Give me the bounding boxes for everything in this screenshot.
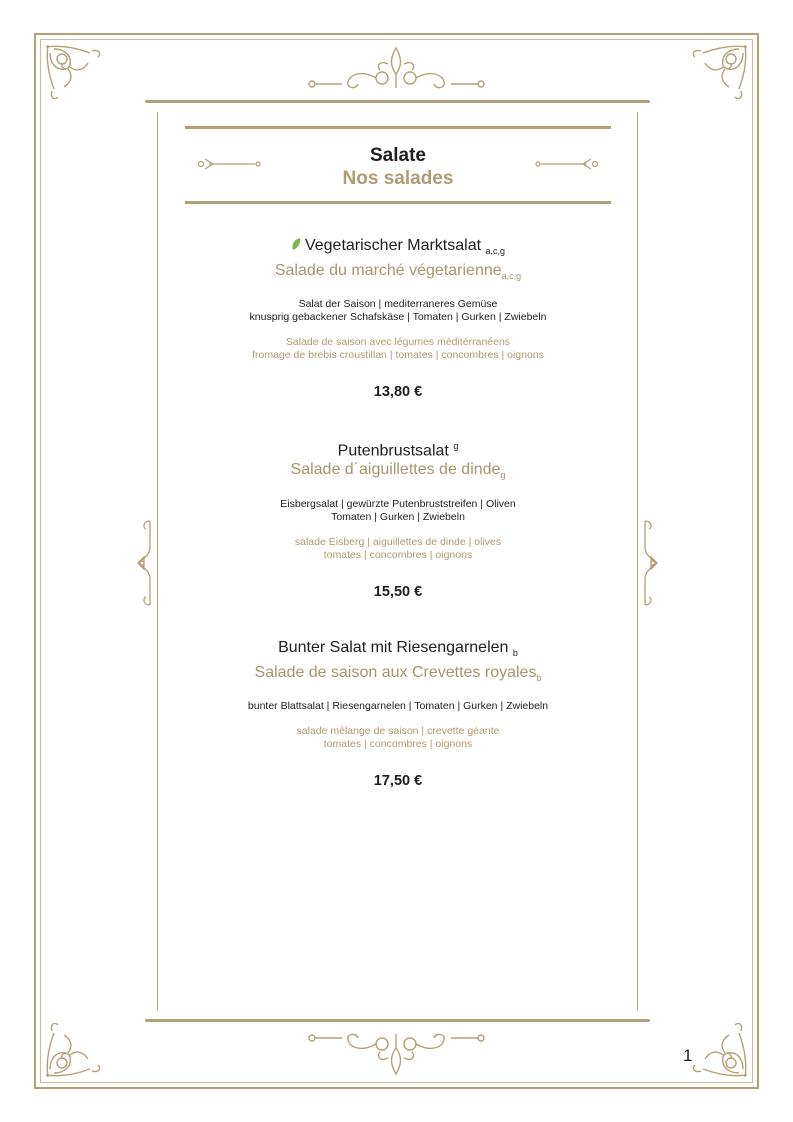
- item-title-fr: [185, 460, 611, 485]
- item-price: 13,80 €: [373, 384, 423, 401]
- item-allergens-de: a,c,g: [485, 246, 506, 257]
- description-line: tomates | concombres | oignons: [323, 548, 473, 561]
- item-allergens-fr: a,c,g: [501, 271, 522, 282]
- bottom-panel-bar: [145, 1019, 650, 1022]
- description-line: Tomaten | Gurken | Zwiebeln: [331, 510, 465, 523]
- description-line: salade Eisberg | aiguillettes de dinde | olives: [294, 535, 502, 548]
- description-line: salade mélange de saison | crevette géante: [296, 725, 500, 738]
- description-line: Salat der Saison | mediterraneres Gemüse: [298, 298, 498, 311]
- corner-ornament-top-right: [683, 39, 753, 99]
- item-description-de: [185, 498, 611, 524]
- description-line: bunter Blattsalat | Riesengarnelen | Tomaten | Gurken | Zwiebeln: [247, 700, 549, 713]
- item-description-de: [185, 298, 611, 324]
- menu-item: [185, 437, 611, 600]
- item-price: 15,50 €: [373, 583, 423, 600]
- item-name-de: Putenbrustsalat: [337, 442, 449, 460]
- description-line: knusprig gebackener Schafskäse | Tomaten | Gurken | Zwiebeln: [249, 311, 547, 324]
- top-panel-bar: [145, 100, 650, 103]
- page-number: 1: [683, 1046, 693, 1065]
- description-line: tomates | concombres | oignons: [323, 738, 473, 751]
- item-description-fr: [185, 725, 611, 751]
- description-line: fromage de brebis croustillan | tomates | concombres | oignons: [252, 349, 544, 362]
- menu-item: [185, 638, 611, 789]
- header-arrow-right-icon: [535, 157, 599, 171]
- leaf-icon: [291, 237, 301, 251]
- item-name-fr: Salade de saison aux Crevettes royales: [254, 664, 537, 682]
- item-description-fr: [185, 536, 611, 562]
- top-center-ornament: [290, 44, 503, 96]
- item-title-de: [185, 236, 611, 261]
- item-allergens-fr: b: [536, 673, 542, 684]
- section-title: Salate: [370, 145, 426, 166]
- panel-right-line: [637, 112, 638, 1010]
- header-block: [185, 129, 611, 201]
- right-side-ornament: [639, 517, 661, 609]
- description-line: Salade de saison avec légumes méditérranéens: [285, 336, 511, 349]
- bottom-center-ornament: [290, 1026, 503, 1078]
- panel-left-line: [157, 112, 158, 1010]
- item-description-de: [185, 700, 611, 713]
- item-name-fr: Salade du marché végetarienne: [274, 262, 502, 280]
- item-allergens-de: g: [453, 441, 459, 451]
- menu-item: [185, 236, 611, 400]
- item-description-fr: [185, 336, 611, 362]
- item-allergens-de: b: [512, 648, 518, 659]
- description-line: Eisbergsalat | gewürzte Putenbruststreifen | Oliven: [280, 497, 516, 510]
- item-name-de: Bunter Salat mit Riesengarnelen: [278, 639, 509, 656]
- left-side-ornament: [134, 517, 156, 609]
- section-header: [185, 126, 611, 204]
- item-name-de: Vegetarischer Marktsalat: [304, 237, 482, 254]
- corner-ornament-bottom-right: [683, 1023, 753, 1083]
- item-allergens-fr: g: [500, 470, 506, 481]
- section-subtitle: Nos salades: [342, 168, 454, 189]
- item-title-de: [185, 638, 611, 663]
- header-bottom-rule: [185, 201, 611, 204]
- item-price: 17,50 €: [373, 773, 423, 790]
- corner-ornament-top-left: [40, 39, 110, 99]
- item-title-de: [185, 437, 611, 460]
- item-title-fr: [185, 261, 611, 286]
- item-name-fr: Salade d´aiguillettes de dinde: [290, 461, 501, 479]
- corner-ornament-bottom-left: [40, 1023, 110, 1083]
- item-title-fr: [185, 663, 611, 688]
